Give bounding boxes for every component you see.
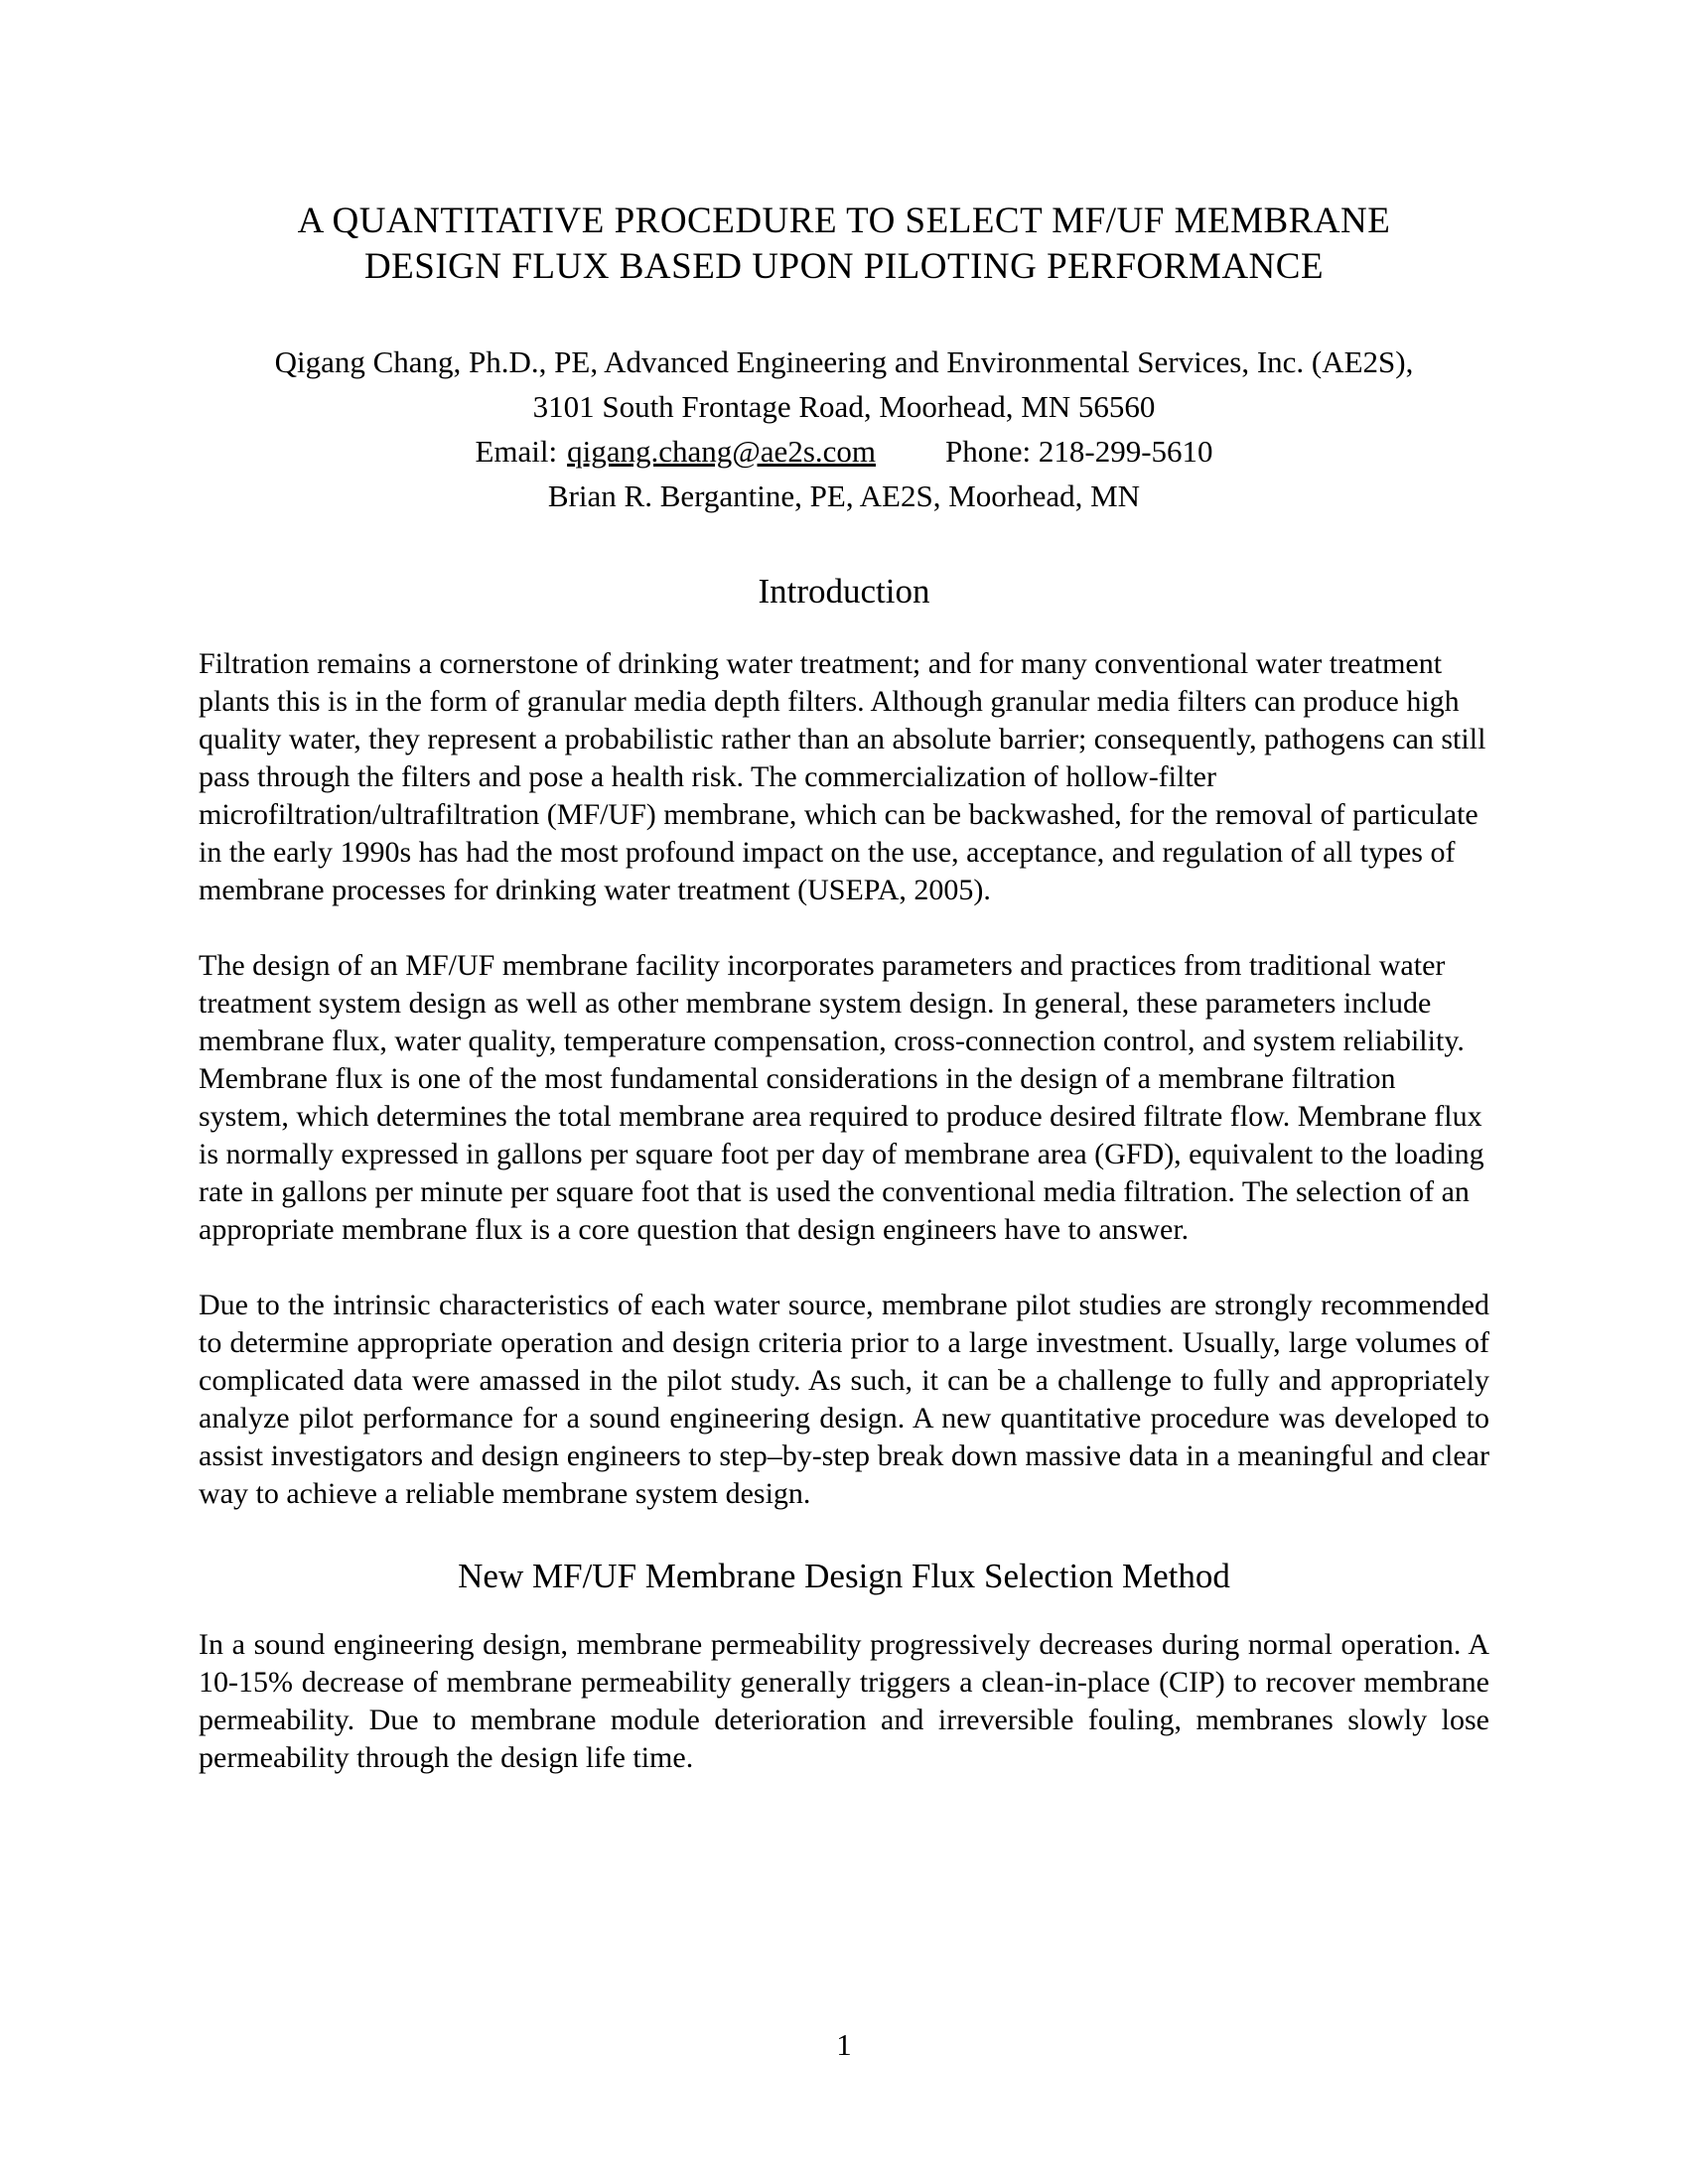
email-label: Email: [475, 434, 558, 469]
paragraph-intro-1: Filtration remains a cornerstone of drinking water treatment; and for many conventional water treatment plants this is in the form of granular media depth filters. Although granular media filters can produce high quality water, they represent a probabilistic rather than an absolute barrier; consequently, pathogens can still pass through the filters and pose a health risk. The commercialization of hollow-filter microfiltration/ultrafiltration (MF/UF) membrane, which can be backwashed, for the removal of particulate in the early 1990s has had the most profound impact on the use, acceptance, and regulation of all types of membrane processes for drinking water treatment (USEPA, 2005). [199, 647, 1486, 906]
phone-number: Phone: 218-299-5610 [945, 434, 1213, 469]
author-block [199, 340, 1489, 518]
paragraph-intro-2: The design of an MF/UF membrane facility incorporates parameters and practices from traditional water treatment system design as well as other membrane system design. In general, these parameters include membrane flux, water quality, temperature compensation, cross-connection control, and system reliability. Membrane flux is one of the most fundamental considerations in the design of a membrane filtration system, which determines the total membrane area required to produce desired filtrate flow. Membrane flux is normally expressed in gallons per square foot per day of membrane area (GFD), equivalent to the loading rate in gallons per minute per square foot that is used the conventional media filtration. The selection of an appropriate membrane flux is a core question that design engineers have to answer. [199, 949, 1484, 1246]
section-heading-introduction: Introduction [758, 572, 930, 611]
email-link[interactable]: qigang.chang@ae2s.com [567, 434, 877, 469]
contact-line [199, 429, 1489, 474]
section-heading-method: New MF/UF Membrane Design Flux Selection Method [458, 1557, 1230, 1595]
page-number: 1 [836, 2027, 852, 2062]
co-author: Brian R. Bergantine, PE, AE2S, Moorhead, MN [547, 478, 1141, 513]
paper-title [199, 199, 1489, 290]
paper-title-line2: DESIGN FLUX BASED UPON PILOTING PERFORMANCE [363, 246, 1325, 287]
paragraph-method-1: In a sound engineering design, membrane permeability progressively decreases during normal operation. A 10-15% decrease of membrane permeability generally triggers a clean-in-place (CIP) to recover membrane permeability. Due to membrane module deterioration and irreversible fouling, membranes slowly lose permeability through the design life time. [199, 1628, 1489, 1774]
author-affiliation: Qigang Chang, Ph.D., PE, Advanced Engineering and Environmental Services, Inc. (AE2S), [274, 344, 1414, 379]
paragraph-intro-3: Due to the intrinsic characteristics of each water source, membrane pilot studies are strongly recommended to determine appropriate operation and design criteria prior to a large investment. Usually, large volumes of complicated data were amassed in the pilot study. As such, it can be a challenge to fully and appropriately analyze pilot performance for a sound engineering design. A new quantitative procedure was developed to assist investigators and design engineers to step–by-step break down massive data in a meaningful and clear way to achieve a reliable membrane system design. [199, 1289, 1489, 1510]
paper-title-line1: A QUANTITATIVE PROCEDURE TO SELECT MF/UF MEMBRANE [297, 201, 1391, 241]
author-address: 3101 South Frontage Road, Moorhead, MN 56560 [532, 389, 1156, 424]
